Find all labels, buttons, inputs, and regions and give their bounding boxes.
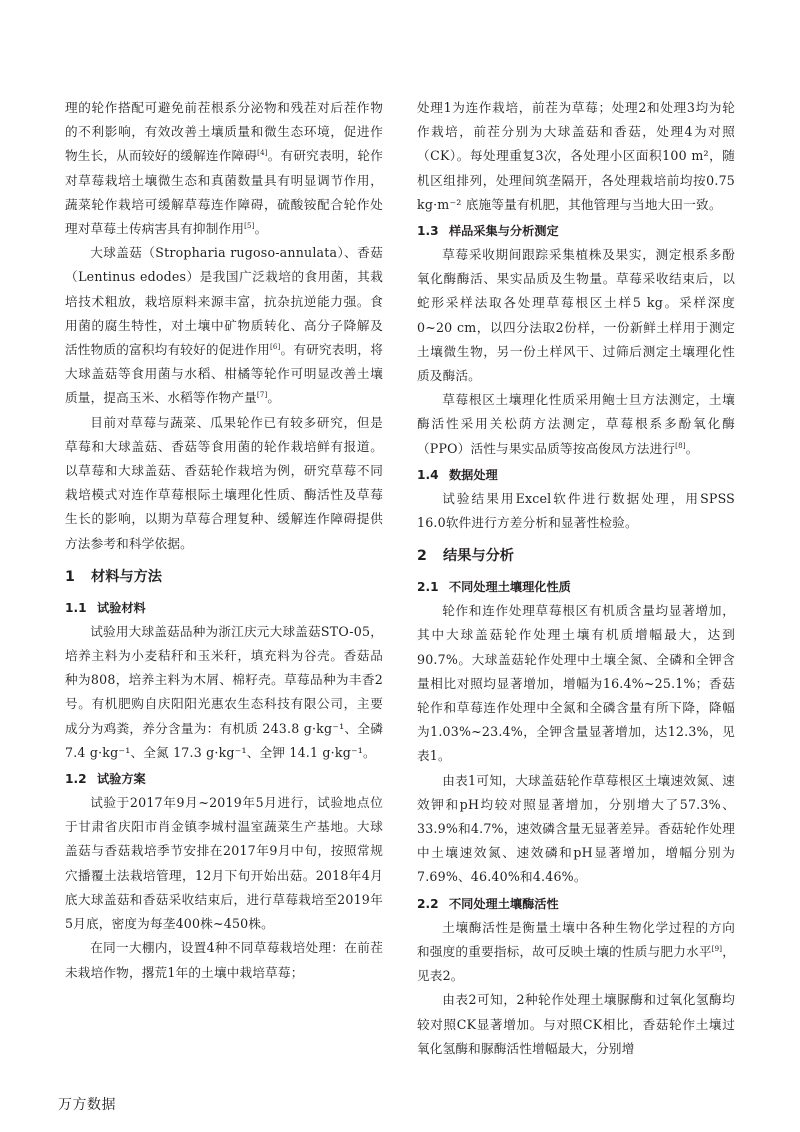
- subsection-title: 不同处理土壤理化性质: [449, 580, 571, 595]
- subsection-heading: [417, 575, 735, 599]
- subsection-title: 数据处理: [449, 467, 498, 482]
- citation-ref: [6]: [269, 342, 281, 351]
- paragraph: [65, 96, 383, 241]
- subsection-title: 不同处理土壤酶活性: [449, 896, 559, 911]
- subsection-title: 试验材料: [97, 600, 146, 615]
- section-heading: [417, 545, 735, 567]
- section-heading: [65, 566, 383, 588]
- paragraph-text: 理的轮作搭配可避免前茬根系分泌物和残茬对后茬作物的不利影响，有效改善土壤质量和微生态环境，促进作物生长，从而较好的缓解连作障碍: [65, 100, 383, 164]
- subsection-heading: [417, 463, 735, 487]
- paragraph: [417, 388, 735, 461]
- left-column: [65, 96, 383, 985]
- paragraph-text: 土壤酶活性是衡量土壤中各种生物化学过程的方向和强度的重要指标，故可反映土壤的性质与肥力水平: [417, 919, 735, 959]
- paragraph: 试验用大球盖菇品种为浙江庆元大球盖菇STO-05，培养主料为小麦秸秆和玉米秆，填充料为谷壳。香菇品种为808，培养主料为木屑、棉籽壳。草莓品种为丰香2号。有机肥购自庆阳阳光惠农生态科技有限公司，主要成分为鸡粪，养分含量为：有机质 243.8 g·kg⁻¹、全磷 7.4 g·kg⁻¹、全氮 17.3 g·kg⁻¹、全钾 14.1 g·kg⁻¹。: [65, 623, 383, 760]
- subsection-number: 2.1: [417, 580, 439, 595]
- paragraph-text: 草莓根区土壤理化性质采用鲍士旦方法测定，土壤酶活性采用关松荫方法测定，草莓根系多酚氧化酶（PPO）活性与果实品质等按高俊凤方法进行: [417, 392, 735, 456]
- subsection-title: 样品采集与分析测定: [449, 224, 559, 239]
- paragraph: 在同一大棚内，设置4种不同草莓栽培处理：在前茬未栽培作物，撂荒1年的土壤中栽培草莓；: [65, 940, 383, 980]
- paragraph-text: 大球盖菇（Stropharia rugoso-annulata）、香菇（Lentinus edodes）是我国广泛栽培的食用菌，其栽培技术粗放，栽培原料来源丰富，抗杂抗逆能力强。食用菌的腐生特性，对土壤中矿物质转化、高分子降解及活性物质的富积均有较好的促进作用: [65, 245, 383, 358]
- subsection-heading: [417, 892, 735, 916]
- subsection-title: 试验方案: [97, 772, 146, 787]
- citation-ref: [5]: [244, 221, 255, 230]
- section-title: 结果与分析: [443, 548, 514, 565]
- paragraph: 试验结果用Excel软件进行数据处理，用SPSS 16.0软件进行方差分析和显著性检验。: [417, 490, 735, 531]
- paragraph: 草莓采收期间跟踪采集植株及果实，测定根系多酚氧化酶酶活、果实品质及生物量。草莓采收结束后，以蛇形采样法取各处理草莓根区土样5 kg。采样深度0~20 cm，以四分法取2份样，一份新鲜土样用于测定土壤微生物，另一份土样风干、过筛后测定土壤理化性质及酶活。: [417, 247, 735, 384]
- paragraph-text: 。: [267, 390, 281, 406]
- citation-ref: [8]: [675, 441, 686, 450]
- paragraph: 由表1可知，大球盖菇轮作草莓根区土壤速效氮、速效钾和pH均较对照显著增加，分别增大了57.3%、33.9%和4.7%，速效磷含量无显著差异。香菇轮作处理中土壤速效氮、速效磷和pH显著增加，增幅分别为7.69%、46.40%和4.46%。: [417, 772, 735, 885]
- paragraph: 轮作和连作处理草莓根区有机质含量均显著增加，其中大球盖菇轮作处理土壤有机质增幅最大，达到90.7%。大球盖菇轮作处理中土壤全氮、全磷和全钾含量相比对照均显著增加，增幅为16.4%~25.1%；香菇轮作和草莓连作处理中全氮和全磷含量有所下降，降幅为1.03%~23.4%，全钾含量显著增加，达12.3%，见表1。: [417, 603, 735, 764]
- section-number: 2: [417, 548, 427, 565]
- paragraph-text: 。: [254, 221, 268, 237]
- subsection-number: 1.2: [65, 772, 87, 787]
- subsection-number: 1.1: [65, 600, 87, 615]
- citation-ref: [7]: [256, 391, 268, 400]
- section-title: 材料与方法: [91, 568, 162, 585]
- paragraph: [65, 241, 383, 410]
- paragraph: 由表2可知，2种轮作处理土壤脲酶和过氧化氢酶均较对照CK显著增加。与对照CK相比，香菇轮作土壤过氧化氢酶和脲酶活性增幅最大，分别增: [417, 992, 735, 1056]
- paragraph-text: 。有研究表明，轮作对草莓栽培土壤微生态和真菌数量具有明显调节作用，蔬菜轮作栽培可缓解草莓连作障碍，硫酸铵配合轮作处理对草莓土传病害具有抑制作用: [65, 148, 383, 237]
- subsection-number: 1.3: [417, 224, 439, 239]
- paragraph: [417, 916, 735, 989]
- paragraph-text: 。: [685, 440, 699, 456]
- citation-ref: [9]: [711, 944, 723, 953]
- paragraph: 目前对草莓与蔬菜、瓜果轮作已有较多研究，但是草莓和大球盖菇、香菇等食用菌的轮作栽培鲜有报道。以草莓和大球盖菇、香菇轮作栽培为例，研究草莓不同栽培模式对连作草莓根际土壤理化性质、酶活性及草莓生长的影响，以期为草莓合理复种、缓解连作障碍提供方法参考和科学依据。: [65, 414, 383, 551]
- section-number: 1: [65, 568, 75, 585]
- right-column: [417, 96, 735, 1061]
- paragraph-text: 。有研究表明，将大球盖菇等食用菌与水稻、柑橘等轮作可明显改善土壤质量，提高玉米、水稻等作物产量: [65, 342, 383, 406]
- subsection-heading: [65, 767, 383, 791]
- paragraph-text: ，见表2。: [417, 943, 735, 984]
- subsection-heading: [65, 596, 383, 620]
- paragraph: 处理1为连作栽培，前茬为草莓；处理2和处理3均为轮作栽培，前茬分别为大球盖菇和香菇，处理4为对照（CK）。每处理重复3次，各处理小区面积100 m²，随机区组排列，处理间筑垄隔开，各处理栽培前均按0.75 kg·m⁻² 底施等量有机肥，其他管理与当地大田一致。: [417, 100, 735, 212]
- watermark-footer: 万方数据: [58, 1097, 116, 1113]
- paragraph: 试验于2017年9月~2019年5月进行，试验地点位于甘肃省庆阳市肖金镇李城村温室蔬菜生产基地。大球盖菇与香菇栽培季节安排在2017年9月中旬，按照常规穴播覆土法栽培管理，12月下旬开始出菇。2018年4月底大球盖菇和香菇采收结束后，进行草莓栽培至2019年5月底，密度为每垄400株~450株。: [65, 795, 383, 932]
- citation-ref: [4]: [257, 149, 268, 158]
- subsection-heading: [417, 219, 735, 243]
- subsection-number: 2.2: [417, 896, 439, 911]
- subsection-number: 1.4: [417, 467, 439, 482]
